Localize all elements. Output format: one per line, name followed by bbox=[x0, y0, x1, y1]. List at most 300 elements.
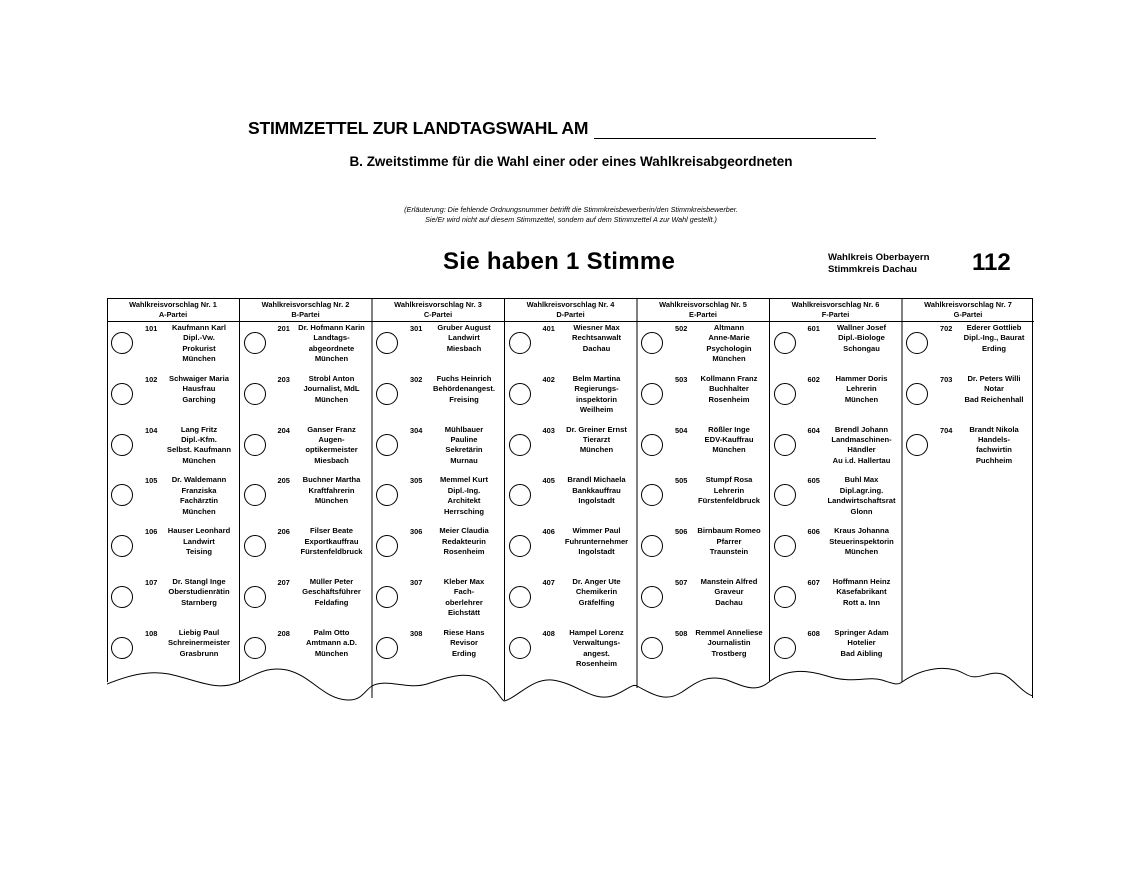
candidate-info-line: Freising bbox=[449, 394, 479, 404]
candidate-details bbox=[691, 475, 767, 506]
candidate-info-line: Psychologin bbox=[706, 343, 752, 353]
candidate-number: 407 bbox=[542, 578, 555, 587]
party-column bbox=[637, 298, 769, 708]
candidate-details bbox=[559, 425, 635, 456]
candidate-info-line: Murnau bbox=[450, 455, 478, 465]
candidate-number: 406 bbox=[542, 527, 555, 537]
column-header bbox=[240, 298, 372, 322]
region-line-1: Wahlkreis Oberbayern bbox=[828, 252, 930, 263]
candidate-number: 703 bbox=[940, 374, 953, 384]
proposal-number: Wahlkreisvorschlag Nr. 4 bbox=[526, 299, 615, 309]
title-text: STIMMZETTEL ZUR LANDTAGSWAHL AM bbox=[248, 118, 589, 138]
candidate-name: Birnbaum Romeo bbox=[697, 526, 761, 536]
candidate-details bbox=[426, 323, 502, 354]
candidate-name: Hampel Lorenz bbox=[569, 627, 624, 637]
candidate-details bbox=[161, 374, 237, 405]
candidate-info-line: Dipl.-Biologe bbox=[838, 333, 885, 343]
candidate-info-line: München bbox=[844, 547, 879, 556]
district-number: 112 bbox=[972, 249, 1011, 276]
candidate-info-line: Rosenheim bbox=[443, 547, 485, 556]
candidate-details bbox=[824, 577, 900, 608]
candidate-name: Dr. Hofmann Karin bbox=[298, 323, 365, 332]
candidate-info-line: Bad Aibling bbox=[840, 648, 883, 658]
candidate-number: 308 bbox=[410, 628, 423, 638]
vote-circle[interactable] bbox=[906, 434, 928, 456]
candidate-info-line: Redakteurin bbox=[442, 536, 486, 546]
candidate-details bbox=[426, 628, 502, 659]
party-name: G-Partei bbox=[953, 310, 983, 319]
column-header bbox=[107, 298, 239, 322]
candidate-info-line: Selbst. Kaufmann bbox=[166, 445, 232, 455]
party-column bbox=[505, 298, 637, 708]
candidate-entry bbox=[107, 323, 239, 371]
candidate-name: Fuchs Heinrich bbox=[436, 373, 492, 383]
vote-circle[interactable] bbox=[509, 383, 531, 405]
candidate-name: Palm Otto bbox=[313, 627, 350, 637]
vote-circle[interactable] bbox=[376, 586, 398, 608]
candidate-name: Buhl Max bbox=[844, 475, 879, 485]
candidate-info-line: Steuerinspektorin bbox=[829, 536, 894, 546]
candidate-info-line: München bbox=[182, 506, 216, 516]
vote-circle[interactable] bbox=[376, 383, 398, 405]
candidate-info-line: Rott a. Inn bbox=[842, 597, 881, 607]
candidate-info-line: Behördenangest. bbox=[432, 384, 496, 394]
candidate-number: 203 bbox=[277, 374, 290, 384]
candidate-info-line: abgeordnete bbox=[308, 343, 355, 353]
proposal-number: Wahlkreisvorschlag Nr. 3 bbox=[394, 299, 482, 309]
candidate-name: Springer Adam bbox=[834, 627, 889, 637]
candidate-info-line: Rosenheim bbox=[708, 394, 750, 404]
candidate-name: Schwaiger Maria bbox=[169, 373, 229, 383]
candidate-name: Dr. Peters Willi bbox=[967, 373, 1021, 383]
candidate-details bbox=[691, 425, 767, 456]
candidate-name: Memmel Kurt bbox=[439, 475, 489, 485]
candidate-entry bbox=[770, 628, 902, 676]
candidate-entry bbox=[770, 425, 902, 473]
candidate-info-line: Franziska bbox=[181, 485, 217, 495]
candidate-info-line: Au i.d. Hallertau bbox=[832, 455, 891, 465]
vote-circle[interactable] bbox=[509, 535, 531, 557]
explanation-note bbox=[0, 205, 1127, 224]
vote-circle[interactable] bbox=[376, 637, 398, 659]
candidate-entry bbox=[637, 526, 769, 574]
candidate-info-line: Rechtsanwalt bbox=[572, 333, 621, 343]
vote-circle[interactable] bbox=[111, 434, 133, 456]
candidate-entry bbox=[372, 425, 504, 473]
vote-circle[interactable] bbox=[376, 332, 398, 354]
candidate-info-line: Erding bbox=[981, 343, 1007, 353]
candidate-info-line: Herrsching bbox=[443, 506, 485, 516]
candidate-details bbox=[426, 526, 502, 557]
ballot-table bbox=[107, 298, 1033, 708]
candidate-name: Ederer Gottlieb bbox=[966, 323, 1022, 332]
candidate-entry bbox=[372, 628, 504, 676]
candidate-number: 304 bbox=[410, 425, 423, 435]
candidate-info-line: Pauline bbox=[450, 435, 478, 444]
candidate-info-line: optikermeister bbox=[305, 445, 358, 455]
candidate-number: 204 bbox=[277, 425, 290, 435]
candidate-number: 702 bbox=[940, 324, 953, 333]
candidate-name: Lang Fritz bbox=[180, 424, 218, 434]
vote-circle[interactable] bbox=[641, 586, 663, 608]
vote-circle[interactable] bbox=[906, 383, 928, 405]
candidate-name: Hammer Doris bbox=[835, 373, 888, 383]
candidate-name: Remmel Anneliese bbox=[695, 627, 763, 637]
candidate-name: Rößler Inge bbox=[708, 424, 750, 434]
candidate-details bbox=[161, 323, 237, 365]
candidate-info-line: Erding bbox=[451, 648, 477, 658]
candidate-name: Müller Peter bbox=[309, 577, 354, 586]
candidate-entry bbox=[505, 526, 637, 574]
candidate-name: Altmann bbox=[713, 323, 745, 332]
candidate-info-line: Dipl.-Ing. bbox=[447, 485, 481, 495]
candidate-info-line: Landwirtschaftsrat bbox=[827, 496, 896, 506]
candidate-info-line: Schreinermeister bbox=[167, 638, 231, 648]
candidate-details bbox=[426, 475, 502, 517]
vote-circle[interactable] bbox=[111, 332, 133, 354]
candidate-info-line: fachwirtin bbox=[976, 445, 1012, 455]
candidate-info-line: München bbox=[314, 496, 349, 506]
candidate-details bbox=[824, 425, 900, 467]
column-header bbox=[505, 298, 637, 322]
candidate-info-line: Augen- bbox=[318, 435, 345, 444]
candidate-details bbox=[956, 425, 1032, 467]
candidate-details bbox=[294, 475, 370, 506]
vote-circle[interactable] bbox=[509, 434, 531, 456]
candidate-entry bbox=[637, 425, 769, 473]
candidate-info-line: Prokurist bbox=[182, 343, 216, 353]
candidate-info-line: EDV-Kauffrau bbox=[704, 435, 754, 444]
candidate-details bbox=[956, 374, 1032, 405]
candidate-details bbox=[426, 374, 502, 405]
candidate-info-line: Dipl.agr.ing. bbox=[839, 485, 884, 495]
candidate-name: Mühlbauer bbox=[444, 424, 484, 434]
candidate-entry bbox=[240, 526, 372, 574]
candidate-number: 402 bbox=[542, 374, 555, 384]
candidate-number: 306 bbox=[410, 527, 423, 537]
candidate-info-line: München bbox=[314, 354, 349, 364]
vote-circle[interactable] bbox=[509, 637, 531, 659]
candidate-details bbox=[824, 628, 900, 659]
candidate-details bbox=[294, 526, 370, 557]
vote-circle[interactable] bbox=[641, 484, 663, 506]
candidate-entry bbox=[505, 425, 637, 473]
candidate-info-line: Landtags- bbox=[313, 333, 350, 343]
candidate-entry bbox=[637, 577, 769, 625]
candidate-info-line: Hotelier bbox=[847, 638, 876, 648]
candidate-entry bbox=[372, 374, 504, 422]
candidate-number: 601 bbox=[807, 324, 820, 333]
candidate-info-line: Gräfelfing bbox=[578, 597, 615, 607]
candidate-name: Meier Claudia bbox=[439, 526, 489, 536]
vote-circle[interactable] bbox=[774, 434, 796, 456]
candidate-details bbox=[426, 425, 502, 467]
candidate-info-line: Buchhalter bbox=[709, 384, 749, 394]
candidate-name: Dr. Stangl Inge bbox=[172, 577, 226, 586]
candidate-name: Liebig Paul bbox=[178, 627, 220, 637]
vote-circle[interactable] bbox=[244, 535, 266, 557]
candidate-name: Dr. Anger Ute bbox=[572, 577, 621, 586]
candidate-info-line: Bankkauffrau bbox=[572, 485, 621, 495]
candidate-info-line: Regierungs- bbox=[574, 384, 619, 394]
vote-circle[interactable] bbox=[641, 383, 663, 405]
candidate-details bbox=[559, 628, 635, 670]
party-name: E-Partei bbox=[689, 310, 717, 319]
candidate-name: Kraus Johanna bbox=[834, 526, 889, 536]
vote-circle[interactable] bbox=[376, 434, 398, 456]
proposal-number: Wahlkreisvorschlag Nr. 5 bbox=[659, 299, 747, 309]
vote-circle[interactable] bbox=[774, 383, 796, 405]
candidate-info-line: Händler bbox=[847, 445, 876, 455]
candidate-entry bbox=[637, 323, 769, 371]
candidate-info-line: Oberstudienrätin bbox=[168, 587, 230, 597]
candidate-entry bbox=[505, 475, 637, 523]
vote-circle[interactable] bbox=[111, 586, 133, 608]
candidate-name: Stumpf Rosa bbox=[705, 475, 753, 485]
vote-circle[interactable] bbox=[774, 535, 796, 557]
candidate-info-line: Verwaltungs- bbox=[572, 638, 621, 648]
candidate-number: 504 bbox=[675, 425, 688, 435]
vote-circle[interactable] bbox=[111, 637, 133, 659]
column-header bbox=[372, 298, 504, 322]
candidate-info-line: Garching bbox=[182, 394, 216, 404]
vote-circle[interactable] bbox=[509, 332, 531, 354]
candidate-info-line: München bbox=[579, 445, 614, 455]
candidate-info-line: Chemikerin bbox=[575, 587, 618, 597]
candidate-number: 104 bbox=[145, 425, 158, 435]
candidate-info-line: Teising bbox=[185, 547, 213, 556]
vote-circle[interactable] bbox=[244, 586, 266, 608]
candidate-number: 401 bbox=[542, 324, 555, 333]
candidate-number: 307 bbox=[410, 578, 423, 587]
vote-circle[interactable] bbox=[509, 484, 531, 506]
vote-circle[interactable] bbox=[244, 484, 266, 506]
candidate-info-line: oberlehrer bbox=[445, 597, 483, 607]
candidate-info-line: Landwirt bbox=[448, 333, 480, 343]
candidate-info-line: Architekt bbox=[447, 496, 481, 506]
candidate-info-line: Geschäftsführer bbox=[302, 587, 361, 597]
party-name: D-Partei bbox=[556, 310, 585, 319]
candidate-info-line: Pfarrer bbox=[716, 536, 742, 546]
candidate-details bbox=[559, 526, 635, 557]
candidate-entry bbox=[902, 425, 1034, 473]
vote-circle[interactable] bbox=[111, 535, 133, 557]
vote-circle[interactable] bbox=[376, 484, 398, 506]
candidate-info-line: Rosenheim bbox=[576, 659, 617, 669]
candidate-number: 106 bbox=[145, 527, 158, 537]
candidate-details bbox=[691, 526, 767, 557]
region-info bbox=[828, 252, 929, 276]
vote-circle[interactable] bbox=[641, 434, 663, 456]
vote-circle[interactable] bbox=[641, 535, 663, 557]
candidate-info-line: Trostberg bbox=[711, 648, 747, 658]
candidate-details bbox=[691, 577, 767, 608]
candidate-name: Wimmer Paul bbox=[572, 526, 621, 536]
candidate-number: 108 bbox=[145, 628, 158, 638]
candidate-entry bbox=[902, 323, 1034, 371]
candidate-number: 305 bbox=[410, 476, 423, 486]
candidate-name: Brandt Nikola bbox=[969, 424, 1019, 434]
candidate-info-line: Ingolstadt bbox=[578, 496, 615, 506]
candidate-number: 405 bbox=[542, 476, 555, 486]
party-name: F-Partei bbox=[821, 310, 850, 319]
candidate-name: Dr. Greiner Ernst bbox=[566, 424, 627, 434]
vote-circle[interactable] bbox=[774, 484, 796, 506]
vote-circle[interactable] bbox=[111, 383, 133, 405]
candidate-entry bbox=[505, 628, 637, 676]
column-header bbox=[770, 298, 902, 322]
candidate-name: Strobl Anton bbox=[308, 373, 355, 383]
candidate-details bbox=[294, 628, 370, 659]
candidate-info-line: München bbox=[182, 455, 216, 465]
candidate-number: 206 bbox=[277, 527, 290, 537]
candidate-info-line: Weilheim bbox=[579, 405, 614, 415]
party-column bbox=[902, 298, 1034, 708]
vote-circle[interactable] bbox=[244, 637, 266, 659]
date-blank-line bbox=[594, 122, 876, 139]
candidate-name: Wallner Josef bbox=[836, 323, 887, 332]
candidate-number: 606 bbox=[807, 527, 820, 537]
vote-circle[interactable] bbox=[774, 332, 796, 354]
candidate-info-line: Fürstenfeldbruck bbox=[300, 547, 363, 556]
party-name: A-Partei bbox=[158, 310, 188, 319]
candidate-entry bbox=[240, 425, 372, 473]
candidate-entry bbox=[770, 475, 902, 523]
party-name: B-Partei bbox=[291, 310, 320, 319]
candidate-entry bbox=[372, 526, 504, 574]
candidate-info-line: München bbox=[844, 394, 879, 404]
candidate-number: 101 bbox=[145, 324, 158, 333]
candidate-entry bbox=[240, 475, 372, 523]
candidate-details bbox=[559, 323, 635, 354]
candidate-info-line: München bbox=[712, 354, 746, 364]
candidate-entry bbox=[372, 475, 504, 523]
candidate-number: 608 bbox=[807, 628, 820, 638]
vote-circle[interactable] bbox=[111, 484, 133, 506]
candidate-entry bbox=[107, 425, 239, 473]
candidate-name: Filser Beate bbox=[309, 526, 354, 536]
candidate-info-line: Bad Reichenhall bbox=[964, 394, 1024, 404]
candidate-details bbox=[559, 577, 635, 608]
proposal-number: Wahlkreisvorschlag Nr. 6 bbox=[791, 299, 880, 309]
candidate-entry bbox=[637, 475, 769, 523]
vote-circle[interactable] bbox=[244, 434, 266, 456]
party-name: C-Partei bbox=[423, 310, 453, 319]
candidate-number: 508 bbox=[675, 628, 688, 638]
candidate-info-line: Fürstenfeldbruck bbox=[697, 496, 761, 506]
candidate-number: 506 bbox=[675, 527, 688, 537]
candidate-name: Wiesner Max bbox=[573, 323, 620, 332]
candidate-info-line: München bbox=[182, 354, 216, 364]
candidate-details bbox=[426, 577, 502, 619]
candidate-info-line: Fach- bbox=[453, 587, 475, 597]
candidate-info-line: Landwirt bbox=[183, 536, 215, 546]
candidate-info-line: Käsefabrikant bbox=[836, 587, 887, 597]
candidate-info-line: Puchheim bbox=[975, 455, 1013, 465]
candidate-entry bbox=[637, 628, 769, 676]
candidate-details bbox=[294, 323, 370, 365]
candidate-number: 205 bbox=[277, 476, 290, 486]
vote-circle[interactable] bbox=[774, 586, 796, 608]
candidate-info-line: Starnberg bbox=[181, 597, 217, 607]
candidate-entry bbox=[240, 374, 372, 422]
candidate-info-line: Lehrerin bbox=[713, 485, 745, 495]
column-header bbox=[637, 298, 769, 322]
candidate-name: Belm Martina bbox=[572, 373, 621, 383]
candidate-entry bbox=[107, 526, 239, 574]
votes-heading: Sie haben 1 Stimme bbox=[443, 248, 676, 275]
candidate-number: 302 bbox=[410, 374, 423, 384]
candidate-entry bbox=[505, 323, 637, 371]
candidate-entry bbox=[107, 475, 239, 523]
candidate-name: Kleber Max bbox=[443, 577, 485, 586]
candidate-details bbox=[161, 526, 237, 557]
candidate-details bbox=[161, 628, 237, 659]
vote-circle[interactable] bbox=[376, 535, 398, 557]
vote-circle[interactable] bbox=[906, 332, 928, 354]
candidate-info-line: Kraftfahrerin bbox=[308, 485, 355, 495]
vote-circle[interactable] bbox=[244, 332, 266, 354]
column-header bbox=[902, 298, 1034, 322]
candidate-name: Dr. Waldemann bbox=[171, 475, 227, 485]
candidate-info-line: Dachau bbox=[715, 597, 743, 607]
candidate-number: 105 bbox=[145, 476, 158, 486]
candidate-info-line: Exportkauffrau bbox=[304, 536, 359, 546]
note-line-1: (Erläuterung: Die fehlende Ordnungsnummer betrifft die Stimmkreisbewerberin/den Stimmkreisbewerber. bbox=[404, 205, 738, 214]
candidate-number: 605 bbox=[807, 476, 820, 486]
candidate-number: 301 bbox=[410, 324, 423, 333]
vote-circle[interactable] bbox=[244, 383, 266, 405]
candidate-name: Manstein Alfred bbox=[700, 577, 758, 586]
party-column bbox=[372, 298, 504, 708]
candidate-info-line: Grasbrunn bbox=[179, 648, 219, 658]
candidate-details bbox=[161, 475, 237, 517]
candidate-entry bbox=[372, 577, 504, 625]
vote-circle[interactable] bbox=[509, 586, 531, 608]
candidate-info-line: Journalistin bbox=[707, 638, 751, 648]
candidate-details bbox=[161, 425, 237, 467]
candidate-info-line: Sekretärin bbox=[445, 445, 483, 455]
candidate-details bbox=[294, 425, 370, 467]
candidate-name: Hauser Leonhard bbox=[167, 526, 231, 536]
candidate-name: Kollmann Franz bbox=[700, 373, 758, 383]
candidate-info-line: Handels- bbox=[977, 435, 1011, 444]
vote-circle[interactable] bbox=[774, 637, 796, 659]
candidate-entry bbox=[107, 628, 239, 676]
candidate-info-line: Dipl.-Kfm. bbox=[181, 435, 217, 444]
candidate-info-line: Tierarzt bbox=[582, 435, 611, 444]
candidate-name: Kaufmann Karl bbox=[171, 323, 226, 332]
vote-circle[interactable] bbox=[641, 332, 663, 354]
candidate-info-line: München bbox=[314, 648, 349, 658]
candidate-info-line: Miesbach bbox=[446, 343, 482, 353]
candidate-entry bbox=[107, 374, 239, 422]
candidate-name: Hoffmann Heinz bbox=[832, 577, 891, 586]
candidate-info-line: Eichstätt bbox=[447, 608, 481, 618]
candidate-entry bbox=[902, 374, 1034, 422]
candidate-entry bbox=[770, 526, 902, 574]
candidate-entry bbox=[505, 374, 637, 422]
proposal-number: Wahlkreisvorschlag Nr. 2 bbox=[261, 299, 350, 309]
ballot-subtitle: B. Zweitstimme für die Wahl einer oder eines Wahlkreisabgeordneten bbox=[349, 154, 793, 169]
proposal-number: Wahlkreisvorschlag Nr. 7 bbox=[924, 299, 1012, 309]
candidate-info-line: Lehrerin bbox=[846, 384, 877, 394]
candidate-details bbox=[824, 475, 900, 517]
candidate-entry bbox=[372, 323, 504, 371]
vote-circle[interactable] bbox=[641, 637, 663, 659]
candidate-number: 107 bbox=[145, 578, 158, 587]
candidate-entry bbox=[637, 374, 769, 422]
